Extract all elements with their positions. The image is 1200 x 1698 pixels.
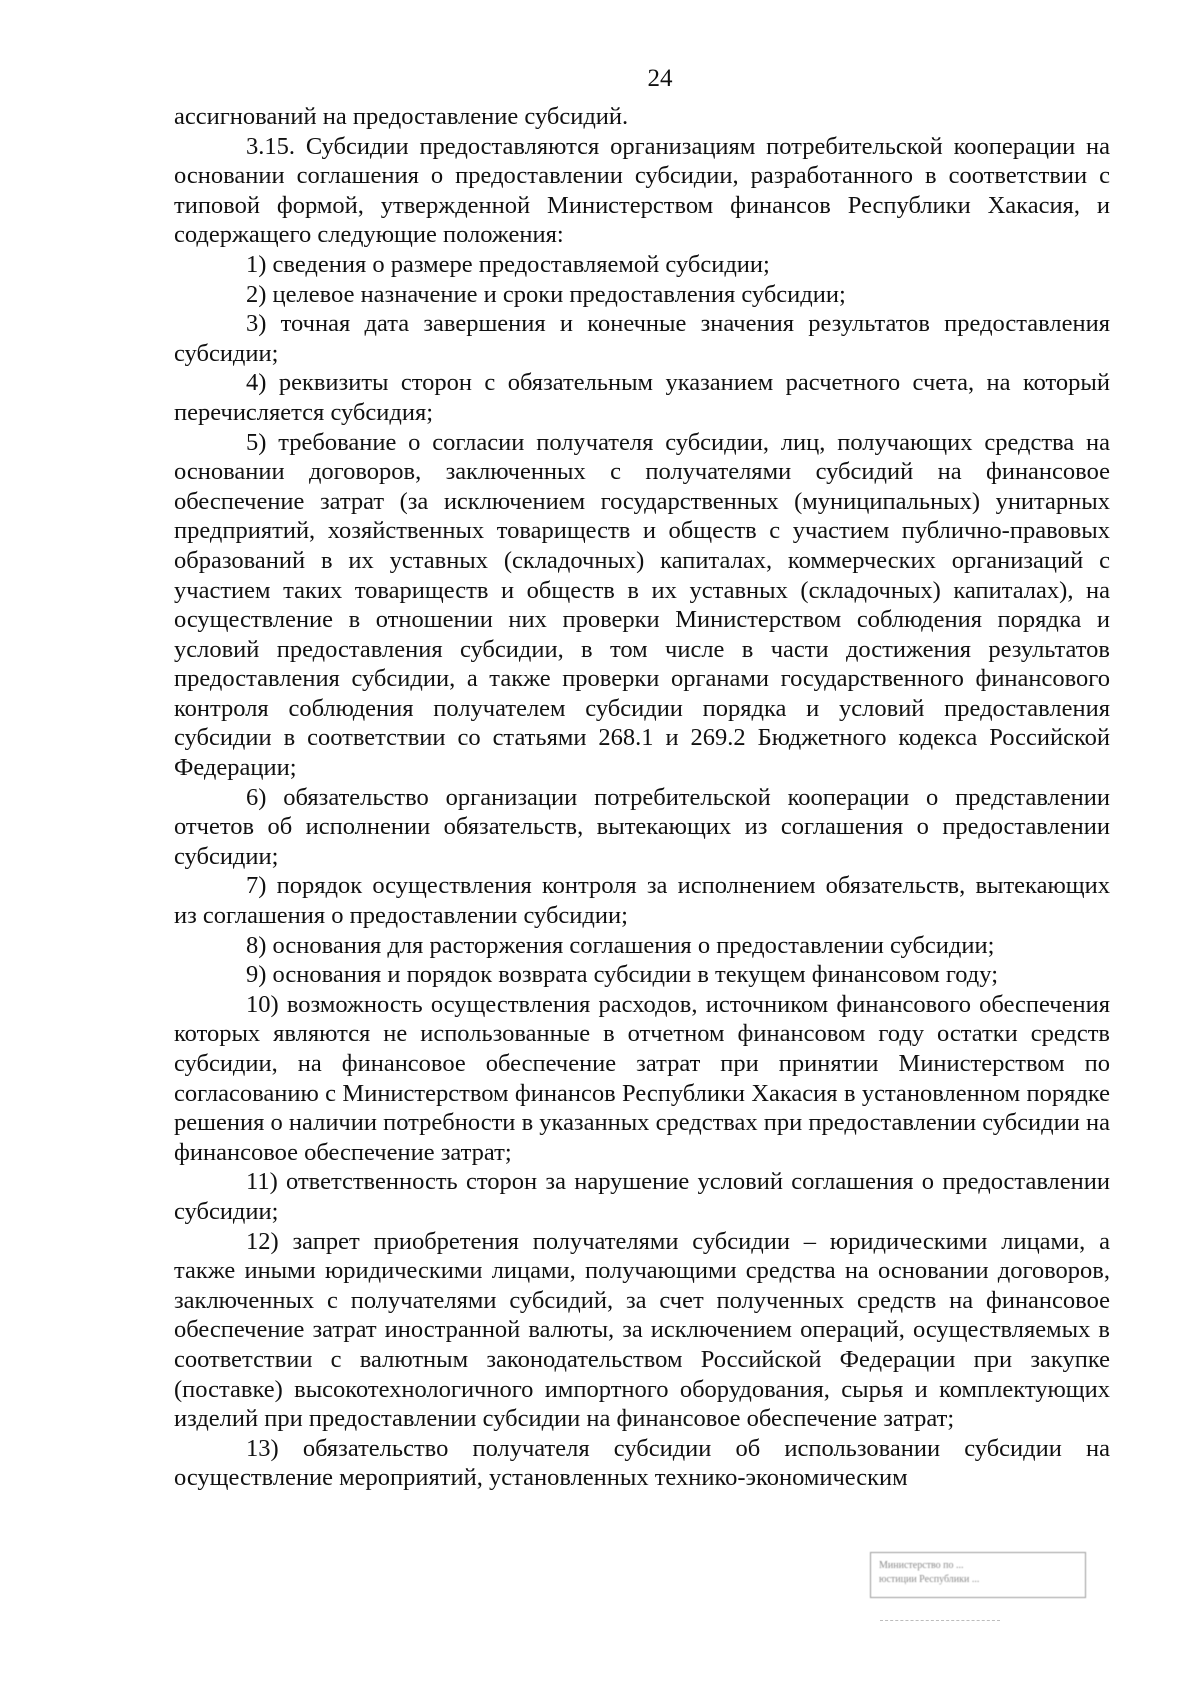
list-item-11: 11) ответственность сторон за нарушение условий соглашения о предоставлении субсидии; [174,1168,1110,1225]
list-item-5: 5) требование о согласии получателя субсидии, лиц, получающих средства на основании договоров, заключенных с получателями субсидий на финансовое обеспечение затрат (за исключением государственных (муниципальных) унитарных предприятий, хозяйственных товариществ и обществ с участием публично-правовых образований в их уставных (складочных) капиталах, коммерческих организаций с участием таких товариществ и обществ в их уставных (складочных) капиталах), на осуществление в отношении них проверки Министерством соблюдения порядка и условий предоставления субсидии, в том числе в части достижения результатов предоставления субсидии, а также проверки органами государственного финансового контроля соблюдения получателем субсидии порядка и условий предоставления субсидии в соответствии со статьями 268.1 и 269.2 Бюджетного кодекса Российской Федерации; [174,428,1110,782]
list-item-8: 8) основания для расторжения соглашения о предоставлении субсидии; [246,931,995,959]
list-item-3: 3) точная дата завершения и конечные значения результатов предоставления субсидии; [174,310,1110,367]
list-item-13: 13) обязательство получателя субсидии об использовании субсидии на осуществление мероприятий, установленных технико-экономическим [174,1434,1110,1492]
list-item-10: 10) возможность осуществления расходов, источником финансового обеспечения которых являются не использованные в отчетном финансовом году остатки средств субсидии, на финансовое обеспечение затрат при принятии Министерством по согласованию с Министерством финансов Республики Хакасия в установленном порядке решения о наличии потребности в указанных средствах при предоставлении субсидии на финансовое обеспечение затрат; [174,990,1110,1166]
registration-stamp [870,1552,1086,1598]
list-item-6: 6) обязательство организации потребительской кооперации о представлении отчетов об исполнении обязательств, вытекающих из соглашения о предоставлении субсидии; [174,783,1110,870]
list-item-12: 12) запрет приобретения получателями субсидии – юридическими лицами, а также иными юридическими лицами, получающими средства на основании договоров, заключенных с получателями субсидий, за счет полученных средств на финансовое обеспечение затрат иностранной валюты, за исключением операций, осуществляемых в соответствии с валютным законодательством Российской Федерации при закупке (поставке) высокотехнологичного импортного оборудования, сырья и комплектующих изделий при предоставлении субсидии на финансовое обеспечение затрат; [174,1227,1110,1433]
list-item-9: 9) основания и порядок возврата субсидии в текущем финансовом году; [246,961,999,989]
paragraph-continuation: ассигнований на предоставление субсидий. [174,103,629,130]
list-item-7: 7) порядок осуществления контроля за исполнением обязательств, вытекающих из соглашения о предоставлении субсидии; [174,872,1110,930]
stamp-underline [880,1620,1000,1622]
list-item-4: 4) реквизиты сторон с обязательным указанием расчетного счета, на который перечисляется субсидия; [174,369,1110,426]
paragraph-3-15: 3.15. Субсидии предоставляются организациям потребительской кооперации на основании соглашения о предоставлении субсидии, разработанного в соответствии с типовой формой, утвержденной Министерством финансов Республики Хакасия, и содержащего следующие положения: [174,132,1110,249]
list-item-2: 2) целевое назначение и сроки предоставления субсидии; [246,280,846,308]
stamp-line-2: юстиции Республики ... [879,1574,980,1585]
document-body [174,102,1110,1493]
page-number: 24 [647,65,673,92]
list-item-1: 1) сведения о размере предоставляемой субсидии; [246,250,770,278]
stamp-line-1: Министерство по ... [879,1560,964,1571]
